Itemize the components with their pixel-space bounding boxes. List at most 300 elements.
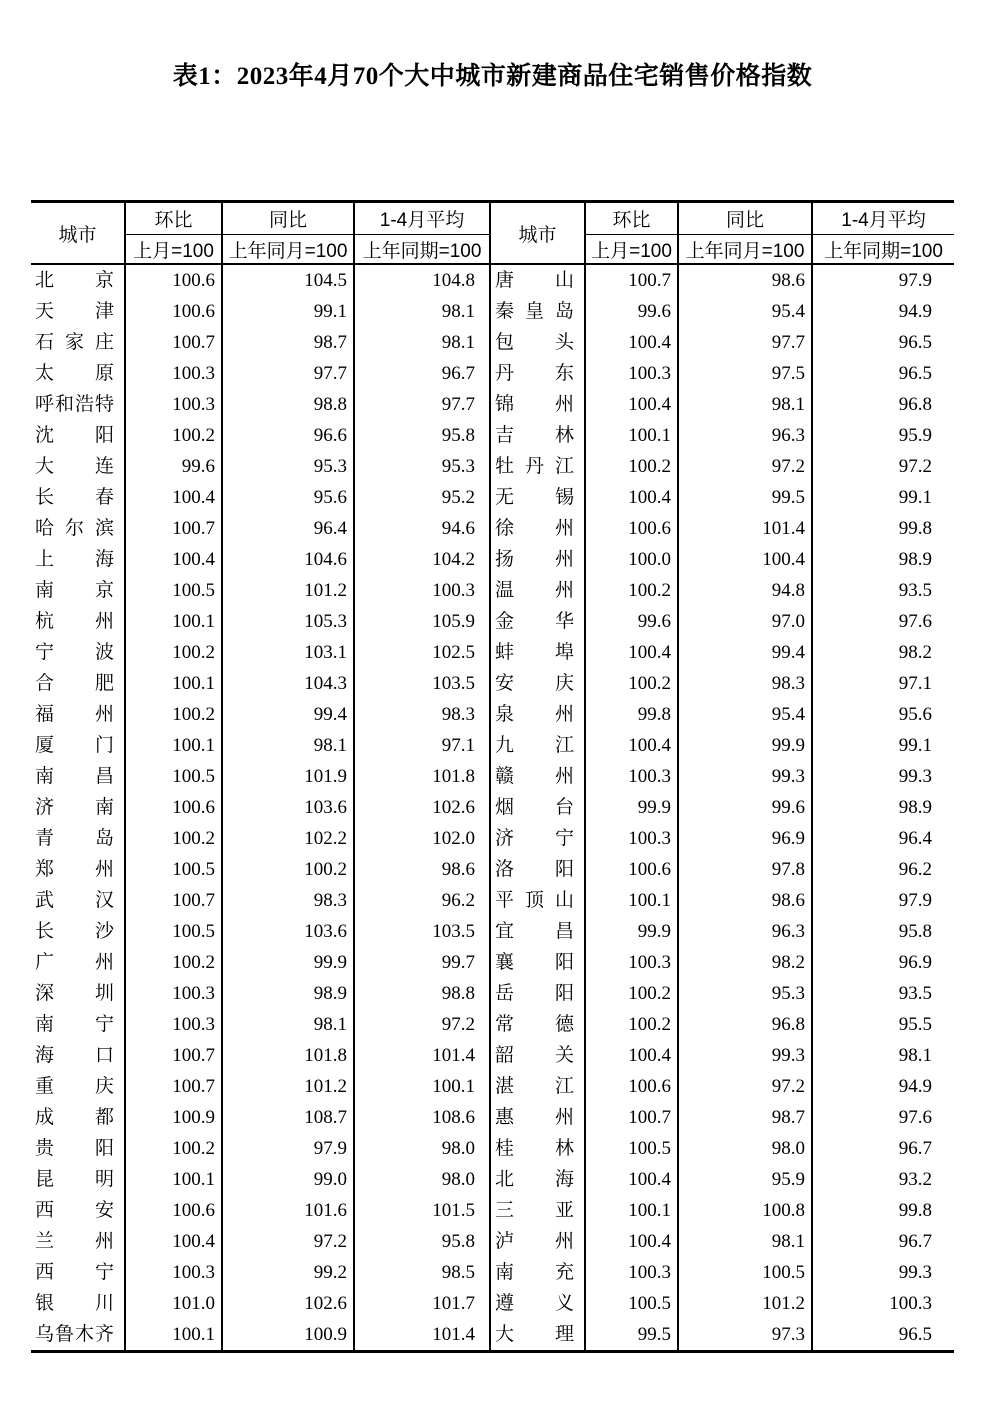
avg-value-cell: 101.7 — [354, 1288, 490, 1319]
avg-value-cell: 97.6 — [898, 611, 932, 632]
city-cell — [490, 1071, 585, 1102]
avg-value-cell: 98.8 — [354, 978, 490, 1009]
avg-value-cell: 98.2 — [898, 642, 932, 663]
avg-value-cell: 100.3 — [889, 1293, 932, 1314]
table-row — [31, 823, 954, 854]
mom-value-cell: 100.4 — [585, 730, 678, 761]
column-header-avg-right: 1-4月平均 — [812, 202, 954, 235]
city-cell — [31, 575, 125, 606]
avg-value-cell: 95.2 — [354, 482, 490, 513]
city-name: 秦 皇 岛 — [495, 301, 574, 322]
yoy-value-cell: 100.8 — [678, 1195, 812, 1226]
yoy-value-cell: 97.2 — [678, 1071, 812, 1102]
city-name: 长 春 — [35, 487, 114, 508]
city-cell — [31, 420, 125, 451]
table-row — [31, 1288, 954, 1319]
page-title: 表1：2023年4月70个大中城市新建商品住宅销售价格指数 — [172, 63, 813, 90]
city-cell — [31, 482, 125, 513]
mom-value-cell: 100.1 — [125, 668, 222, 699]
city-name: 银 川 — [35, 1293, 114, 1314]
city-name: 常 德 — [495, 1014, 574, 1035]
avg-value-cell: 94.9 — [898, 301, 932, 322]
table-row — [31, 792, 954, 823]
city-name: 平 顶 山 — [495, 890, 574, 911]
city-name: 无 锡 — [495, 487, 574, 508]
yoy-value-cell: 95.6 — [222, 482, 354, 513]
avg-value-cell: 94.9 — [898, 1076, 932, 1097]
avg-value-cell: 105.9 — [354, 606, 490, 637]
avg-value-cell: 102.0 — [354, 823, 490, 854]
city-cell — [490, 575, 585, 606]
yoy-value-cell: 98.1 — [222, 730, 354, 761]
table-row — [31, 296, 954, 327]
yoy-value-cell: 108.7 — [222, 1102, 354, 1133]
yoy-value-cell: 95.3 — [678, 978, 812, 1009]
avg-value-cell: 104.2 — [354, 544, 490, 575]
mom-value-cell: 100.2 — [125, 1133, 222, 1164]
yoy-value-cell: 97.7 — [222, 358, 354, 389]
table-row — [31, 389, 954, 420]
avg-value-cell: 100.3 — [354, 575, 490, 606]
city-name: 北 海 — [495, 1169, 574, 1190]
yoy-value-cell: 97.2 — [678, 451, 812, 482]
city-name: 扬 州 — [495, 549, 574, 570]
yoy-value-cell: 98.2 — [678, 947, 812, 978]
mom-value-cell: 100.5 — [125, 761, 222, 792]
column-header-yoy-right: 同比 — [678, 202, 812, 235]
avg-value-cell: 95.3 — [354, 451, 490, 482]
avg-value-cell: 98.9 — [898, 549, 932, 570]
city-cell — [490, 1040, 585, 1071]
avg-value-cell: 103.5 — [354, 916, 490, 947]
mom-value-cell: 100.4 — [585, 389, 678, 420]
yoy-value-cell: 100.2 — [222, 854, 354, 885]
column-header-mom-base-left: 上月=100 — [125, 235, 222, 265]
mom-value-cell: 99.9 — [585, 916, 678, 947]
avg-value-cell: 99.8 — [898, 518, 932, 539]
city-name: 锦 州 — [495, 394, 574, 415]
city-cell — [31, 1319, 125, 1352]
city-cell — [490, 699, 585, 730]
city-name: 西 安 — [35, 1200, 114, 1221]
city-cell — [490, 544, 585, 575]
yoy-value-cell: 98.3 — [678, 668, 812, 699]
city-cell — [490, 389, 585, 420]
mom-value-cell: 100.2 — [125, 637, 222, 668]
table-row — [31, 451, 954, 482]
mom-value-cell: 100.3 — [125, 1009, 222, 1040]
mom-value-cell: 100.2 — [125, 420, 222, 451]
city-cell — [31, 792, 125, 823]
city-cell — [490, 327, 585, 358]
avg-value-cell: 97.6 — [898, 1107, 932, 1128]
table-body — [31, 264, 954, 1352]
mom-value-cell: 100.1 — [585, 1195, 678, 1226]
city-name: 太 原 — [35, 363, 114, 384]
city-cell — [490, 916, 585, 947]
table-row — [31, 1071, 954, 1102]
yoy-value-cell: 95.3 — [222, 451, 354, 482]
mom-value-cell: 100.3 — [125, 358, 222, 389]
table-row — [31, 1164, 954, 1195]
housing-price-index-table — [31, 200, 954, 1353]
yoy-value-cell: 94.8 — [678, 575, 812, 606]
mom-value-cell: 99.6 — [125, 451, 222, 482]
column-header-avg-base-left: 上年同期=100 — [354, 235, 490, 265]
city-name: 南 充 — [495, 1262, 574, 1283]
header-row-groups — [31, 202, 954, 235]
table-row — [31, 482, 954, 513]
column-header-avg-base-right: 上年同期=100 — [812, 235, 954, 265]
city-cell — [490, 420, 585, 451]
city-name: 济 南 — [35, 797, 114, 818]
mom-value-cell: 100.5 — [125, 916, 222, 947]
city-name: 南 昌 — [35, 766, 114, 787]
yoy-value-cell: 96.9 — [678, 823, 812, 854]
city-cell — [490, 296, 585, 327]
city-name: 成 都 — [35, 1107, 114, 1128]
city-cell — [31, 637, 125, 668]
mom-value-cell: 100.6 — [585, 513, 678, 544]
mom-value-cell: 100.3 — [585, 823, 678, 854]
table-row — [31, 544, 954, 575]
avg-value-cell: 95.6 — [898, 704, 932, 725]
city-cell — [31, 1257, 125, 1288]
city-cell — [31, 730, 125, 761]
city-name: 青 岛 — [35, 828, 114, 849]
avg-value-cell: 93.5 — [898, 983, 932, 1004]
city-cell — [490, 823, 585, 854]
city-cell — [31, 1102, 125, 1133]
mom-value-cell: 100.7 — [125, 513, 222, 544]
avg-value-cell: 95.9 — [898, 425, 932, 446]
mom-value-cell: 100.7 — [125, 1071, 222, 1102]
table-row — [31, 606, 954, 637]
mom-value-cell: 100.5 — [125, 854, 222, 885]
avg-value-cell: 99.8 — [898, 1200, 932, 1221]
yoy-value-cell: 98.9 — [222, 978, 354, 1009]
mom-value-cell: 100.4 — [585, 637, 678, 668]
mom-value-cell: 100.2 — [585, 668, 678, 699]
city-name: 宁 波 — [35, 642, 114, 663]
city-name: 杭 州 — [35, 611, 114, 632]
city-cell — [490, 358, 585, 389]
city-cell — [31, 1288, 125, 1319]
yoy-value-cell: 100.5 — [678, 1257, 812, 1288]
city-cell — [490, 1009, 585, 1040]
city-cell — [490, 606, 585, 637]
table-row — [31, 1040, 954, 1071]
avg-value-cell: 95.5 — [898, 1014, 932, 1035]
city-cell — [31, 296, 125, 327]
mom-value-cell: 100.6 — [585, 1071, 678, 1102]
mom-value-cell: 100.3 — [125, 389, 222, 420]
yoy-value-cell: 97.2 — [222, 1226, 354, 1257]
avg-value-cell: 104.8 — [354, 264, 490, 296]
mom-value-cell: 100.1 — [125, 1319, 222, 1352]
table-row — [31, 978, 954, 1009]
avg-value-cell: 101.5 — [354, 1195, 490, 1226]
city-name: 包 头 — [495, 332, 574, 353]
yoy-value-cell: 97.5 — [678, 358, 812, 389]
mom-value-cell: 100.3 — [125, 978, 222, 1009]
yoy-value-cell: 95.4 — [678, 296, 812, 327]
city-cell — [31, 327, 125, 358]
city-name: 重 庆 — [35, 1076, 114, 1097]
yoy-value-cell: 101.4 — [678, 513, 812, 544]
table-row — [31, 358, 954, 389]
city-name: 蚌 埠 — [495, 642, 574, 663]
mom-value-cell: 100.7 — [125, 327, 222, 358]
yoy-value-cell: 99.3 — [678, 761, 812, 792]
city-cell — [490, 761, 585, 792]
yoy-value-cell: 96.8 — [678, 1009, 812, 1040]
avg-value-cell: 98.9 — [898, 797, 932, 818]
yoy-value-cell: 102.2 — [222, 823, 354, 854]
avg-value-cell: 96.5 — [898, 363, 932, 384]
mom-value-cell: 100.1 — [125, 1164, 222, 1195]
yoy-value-cell: 99.4 — [678, 637, 812, 668]
city-name: 上 海 — [35, 549, 114, 570]
mom-value-cell: 100.2 — [125, 823, 222, 854]
yoy-value-cell: 101.2 — [222, 1071, 354, 1102]
yoy-value-cell: 100.4 — [678, 544, 812, 575]
city-name: 金 华 — [495, 611, 574, 632]
yoy-value-cell: 103.6 — [222, 792, 354, 823]
mom-value-cell: 101.0 — [125, 1288, 222, 1319]
city-name: 湛 江 — [495, 1076, 574, 1097]
avg-value-cell: 100.1 — [354, 1071, 490, 1102]
yoy-value-cell: 98.7 — [678, 1102, 812, 1133]
avg-value-cell: 101.8 — [354, 761, 490, 792]
yoy-value-cell: 97.0 — [678, 606, 812, 637]
table-header — [31, 202, 954, 265]
avg-value-cell: 101.4 — [354, 1040, 490, 1071]
city-cell — [490, 1195, 585, 1226]
yoy-value-cell: 98.3 — [222, 885, 354, 916]
mom-value-cell: 100.2 — [585, 575, 678, 606]
mom-value-cell: 100.7 — [585, 1102, 678, 1133]
city-name: 长 沙 — [35, 921, 114, 942]
yoy-value-cell: 96.3 — [678, 916, 812, 947]
mom-value-cell: 100.2 — [585, 1009, 678, 1040]
avg-value-cell: 96.9 — [898, 952, 932, 973]
mom-value-cell: 100.4 — [585, 1226, 678, 1257]
mom-value-cell: 99.6 — [585, 606, 678, 637]
mom-value-cell: 100.6 — [585, 854, 678, 885]
mom-value-cell: 100.4 — [585, 482, 678, 513]
yoy-value-cell: 104.5 — [222, 264, 354, 296]
mom-value-cell: 100.5 — [585, 1288, 678, 1319]
city-name: 牡 丹 江 — [495, 456, 574, 477]
avg-value-cell: 102.6 — [354, 792, 490, 823]
mom-value-cell: 100.4 — [125, 1226, 222, 1257]
yoy-value-cell: 96.6 — [222, 420, 354, 451]
mom-value-cell: 100.9 — [125, 1102, 222, 1133]
yoy-value-cell: 99.5 — [678, 482, 812, 513]
mom-value-cell: 100.2 — [125, 947, 222, 978]
mom-value-cell: 100.1 — [585, 885, 678, 916]
mom-value-cell: 100.3 — [585, 358, 678, 389]
city-cell — [490, 885, 585, 916]
column-header-mom-left: 环比 — [125, 202, 222, 235]
table-row — [31, 854, 954, 885]
table-row — [31, 761, 954, 792]
avg-value-cell: 98.1 — [354, 327, 490, 358]
city-cell — [490, 264, 585, 296]
mom-value-cell: 100.4 — [125, 482, 222, 513]
city-name: 北 京 — [35, 270, 114, 291]
avg-value-cell: 98.6 — [354, 854, 490, 885]
table-row — [31, 1133, 954, 1164]
city-cell — [31, 885, 125, 916]
city-cell — [31, 1133, 125, 1164]
mom-value-cell: 100.1 — [125, 730, 222, 761]
table-row — [31, 1102, 954, 1133]
city-name: 温 州 — [495, 580, 574, 601]
city-cell — [490, 1164, 585, 1195]
city-cell — [490, 947, 585, 978]
city-name: 大 连 — [35, 456, 114, 477]
mom-value-cell: 100.2 — [585, 451, 678, 482]
yoy-value-cell: 98.6 — [678, 885, 812, 916]
city-cell — [490, 451, 585, 482]
yoy-value-cell: 95.9 — [678, 1164, 812, 1195]
city-name: 泉 州 — [495, 704, 574, 725]
yoy-value-cell: 98.7 — [222, 327, 354, 358]
avg-value-cell: 95.8 — [354, 1226, 490, 1257]
mom-value-cell: 100.0 — [585, 544, 678, 575]
city-name: 贵 阳 — [35, 1138, 114, 1159]
yoy-value-cell: 101.8 — [222, 1040, 354, 1071]
avg-value-cell: 97.1 — [354, 730, 490, 761]
city-name: 宜 昌 — [495, 921, 574, 942]
city-cell — [31, 978, 125, 1009]
table-row — [31, 730, 954, 761]
yoy-value-cell: 101.2 — [678, 1288, 812, 1319]
city-name: 西 宁 — [35, 1262, 114, 1283]
city-name: 安 庆 — [495, 673, 574, 694]
mom-value-cell: 100.3 — [125, 1257, 222, 1288]
mom-value-cell: 100.4 — [585, 327, 678, 358]
mom-value-cell: 100.3 — [585, 1257, 678, 1288]
mom-value-cell: 99.5 — [585, 1319, 678, 1352]
avg-value-cell: 96.2 — [354, 885, 490, 916]
yoy-value-cell: 99.9 — [222, 947, 354, 978]
column-header-city-right: 城市 — [490, 202, 585, 265]
table-row — [31, 1009, 954, 1040]
yoy-value-cell: 98.0 — [678, 1133, 812, 1164]
mom-value-cell: 100.3 — [585, 947, 678, 978]
city-name: 唐 山 — [495, 270, 574, 291]
city-name: 福 州 — [35, 704, 114, 725]
avg-value-cell: 97.1 — [898, 673, 932, 694]
city-name: 合 肥 — [35, 673, 114, 694]
city-name: 遵 义 — [495, 1293, 574, 1314]
yoy-value-cell: 98.1 — [678, 1226, 812, 1257]
yoy-value-cell: 101.6 — [222, 1195, 354, 1226]
city-name: 厦 门 — [35, 735, 114, 756]
city-name: 襄 阳 — [495, 952, 574, 973]
city-name: 南 京 — [35, 580, 114, 601]
mom-value-cell: 100.3 — [585, 761, 678, 792]
city-name: 烟 台 — [495, 797, 574, 818]
table-row — [31, 327, 954, 358]
city-name: 徐 州 — [495, 518, 574, 539]
mom-value-cell: 100.2 — [125, 699, 222, 730]
yoy-value-cell: 98.1 — [678, 389, 812, 420]
yoy-value-cell: 98.1 — [222, 1009, 354, 1040]
avg-value-cell: 96.5 — [898, 332, 932, 353]
yoy-value-cell: 102.6 — [222, 1288, 354, 1319]
city-cell — [31, 823, 125, 854]
city-cell — [490, 978, 585, 1009]
column-header-yoy-base-right: 上年同月=100 — [678, 235, 812, 265]
avg-value-cell: 101.4 — [354, 1319, 490, 1352]
city-cell — [31, 916, 125, 947]
column-header-mom-base-right: 上月=100 — [585, 235, 678, 265]
avg-value-cell: 99.1 — [898, 487, 932, 508]
city-name: 兰 州 — [35, 1231, 114, 1252]
city-name: 郑 州 — [35, 859, 114, 880]
mom-value-cell: 100.6 — [125, 264, 222, 296]
yoy-value-cell: 95.4 — [678, 699, 812, 730]
mom-value-cell: 99.9 — [585, 792, 678, 823]
mom-value-cell: 100.7 — [585, 264, 678, 296]
mom-value-cell: 100.6 — [125, 792, 222, 823]
city-name: 沈 阳 — [35, 425, 114, 446]
column-header-city-left: 城市 — [31, 202, 125, 265]
city-cell — [490, 1226, 585, 1257]
avg-value-cell: 95.8 — [354, 420, 490, 451]
city-name: 韶 关 — [495, 1045, 574, 1066]
avg-value-cell: 99.1 — [898, 735, 932, 756]
yoy-value-cell: 96.3 — [678, 420, 812, 451]
table-row — [31, 575, 954, 606]
city-name: 乌 鲁 木 齐 — [35, 1324, 114, 1345]
city-cell — [31, 544, 125, 575]
city-name: 洛 阳 — [495, 859, 574, 880]
city-cell — [31, 947, 125, 978]
mom-value-cell: 100.6 — [125, 296, 222, 327]
mom-value-cell: 100.5 — [585, 1133, 678, 1164]
yoy-value-cell: 98.6 — [678, 264, 812, 296]
avg-value-cell: 99.7 — [354, 947, 490, 978]
table-row — [31, 947, 954, 978]
mom-value-cell: 100.7 — [125, 1040, 222, 1071]
city-cell — [490, 482, 585, 513]
city-name: 济 宁 — [495, 828, 574, 849]
city-name: 大 理 — [495, 1324, 574, 1345]
city-cell — [490, 668, 585, 699]
yoy-value-cell: 104.6 — [222, 544, 354, 575]
city-name: 惠 州 — [495, 1107, 574, 1128]
city-name: 深 圳 — [35, 983, 114, 1004]
table-row — [31, 1226, 954, 1257]
avg-value-cell: 96.7 — [898, 1231, 932, 1252]
avg-value-cell: 98.3 — [354, 699, 490, 730]
avg-value-cell: 96.8 — [898, 394, 932, 415]
table-row — [31, 420, 954, 451]
city-cell — [31, 451, 125, 482]
city-name: 赣 州 — [495, 766, 574, 787]
city-cell — [490, 1288, 585, 1319]
city-cell — [31, 264, 125, 296]
avg-value-cell: 96.4 — [898, 828, 932, 849]
mom-value-cell: 99.6 — [585, 296, 678, 327]
avg-value-cell: 96.5 — [898, 1324, 932, 1345]
avg-value-cell: 98.0 — [354, 1164, 490, 1195]
